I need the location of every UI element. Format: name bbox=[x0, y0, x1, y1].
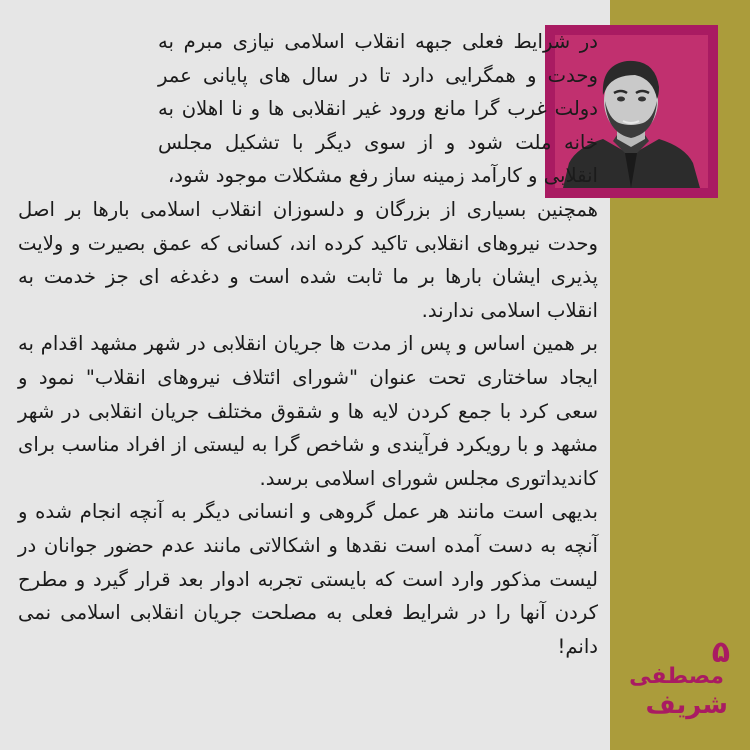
logo-last-name: شریف bbox=[645, 690, 728, 720]
logo-number: ۵ bbox=[711, 635, 730, 670]
article-paragraph: بر همین اساس و پس از مدت ها جریان انقلابی در شهر مشهد اقدام به ایجاد ساختاری تحت عنوان "شورای ائتلاف نیروهای انقلاب" نمود و سعی کرد با جمع کردن لایه ها و شقوق مختلف جریان انقلابی در شهر مشهد و با رویکرد فرآیندی و شاخص گرا به لیستی از افراد مناسب برای کاندیداتوری مجلس شورای اسلامی برسد. bbox=[18, 332, 598, 490]
article-text bbox=[18, 25, 598, 663]
author-logo bbox=[628, 635, 738, 730]
article-paragraph: همچنین بسیاری از بزرگان و دلسوزان انقلاب اسلامی بارها بر اصل وحدت نیروهای انقلابی تاکید کرده اند، کسانی که عمق بصیرت و ولایت پذیری ایشان بارها بر ما ثابت شده است و دغدغه ای جز خدمت به انقلاب اسلامی ندارند. bbox=[18, 197, 598, 322]
article-lead-paragraph: در شرایط فعلی جبهه انقلاب اسلامی نیازی مبرم به وحدت و همگرایی دارد تا در سال های پایانی عمر دولت غرب گرا مانع ورود غیر انقلابی ها و نا اهلان به خانه ملت شود و از سوی دیگر با تشکیل مجلس انقلابی و کارآمد زمینه ساز رفع مشکلات موجود شود، bbox=[158, 30, 598, 188]
logo-first-name: مصطفی bbox=[629, 664, 724, 689]
article-paragraph: بدیهی است مانند هر عمل گروهی و انسانی دیگر به آنچه انجام شده و آنچه به دست آمده است نقدها و اشکالاتی مانند عدم حضور جوانان در لیست مذکور وارد است که بایستی تجربه ادوار بعد قرار گیرد و مطرح کردن آنها را در شرایط فعلی به مصلحت جریان انقلابی اسلامی نمی دانم! bbox=[18, 500, 598, 658]
